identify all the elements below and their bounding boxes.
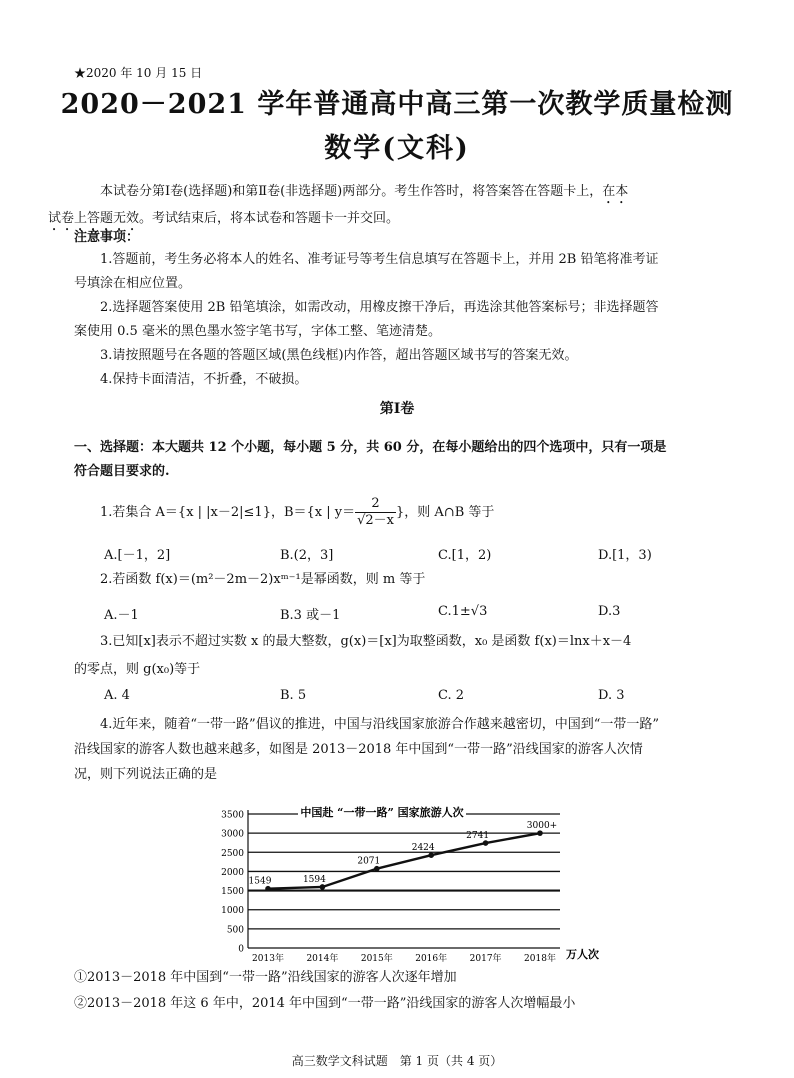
x-tick-label: 2013年 — [252, 954, 284, 964]
data-label: 3000+ — [526, 821, 558, 832]
q1-fraction-num: 2 — [355, 496, 396, 513]
y-tick-label: 500 — [226, 925, 244, 936]
q1-stem-a: 1.若集合 A＝{x | |x－2|≤1}，B＝{x | y＝ — [100, 505, 356, 520]
q2-option-b: B.3 或－1 — [280, 608, 341, 623]
question-1-stem — [74, 496, 734, 529]
question-2-stem: 2.若函数 f(x)＝(m²－2m－2)xᵐ⁻¹是幂函数，则 m 等于 — [100, 572, 426, 587]
q1-option-d: D.[1，3) — [598, 548, 652, 563]
x-tick-label: 2014年 — [306, 954, 339, 964]
tourism-chart-svg — [210, 800, 610, 966]
question-4-stem — [74, 712, 734, 787]
instructions-line: 一、选择题：本大题共 12 个小题，每小题 5 分，共 60 分，在每小题给出的四个选项中，只有一项是 — [74, 440, 667, 455]
instructions-line: 符合题目要求的. — [74, 464, 170, 479]
x-tick-label: 2017年 — [469, 954, 502, 964]
q1-option-c: C.[1，2) — [438, 548, 492, 563]
q4-line: 沿线国家的游客人数也越来越多，如图是 2013－2018 年中国到“一带一路”沿线国家的游客人次情 — [74, 742, 643, 757]
data-point — [265, 886, 271, 892]
q2-option-d: D.3 — [598, 604, 621, 619]
y-tick-label: 2000 — [221, 867, 244, 878]
q4-statement-1: ①2013－2018 年中国到“一带一路”沿线国家的游客人次逐年增加 — [74, 970, 457, 985]
exam-subtitle: 数学(文科) — [324, 133, 470, 164]
notice-heading: 注意事项： — [74, 230, 140, 245]
q4-line: 4.近年来，随着“一带一路”倡议的推进，中国与沿线国家旅游合作越来越密切，中国到“一带一路” — [100, 717, 659, 732]
data-point — [428, 852, 434, 858]
exam-title: 2020－2021 学年普通高中高三第一次教学质量检测 — [60, 89, 734, 120]
section-title: 第Ⅰ卷 — [379, 401, 415, 417]
unit-label: 万人次 — [566, 948, 599, 961]
chart-title: 中国赴 “一带一路” 国家旅游人次 — [300, 806, 464, 819]
q3-option-b: B. 5 — [280, 688, 307, 703]
y-tick-label: 2500 — [221, 848, 244, 859]
tourism-chart — [210, 800, 610, 966]
q1-fraction-den: √2－x — [357, 513, 395, 528]
q3-line: 3.已知[x]表示不超过实数 x 的最大整数，g(x)＝[x]为取整函数，x₀ 是函数 f(x)＝lnx＋x－4 — [100, 634, 632, 649]
x-tick-label: 2018年 — [524, 954, 556, 964]
data-label: 2424 — [411, 843, 435, 854]
notice-item: 案使用 0.5 毫米的黑色墨水签字笔书写，字体工整、笔迹清楚。 — [74, 324, 441, 339]
q1-stem-b: }，则 A∩B 等于 — [396, 505, 495, 520]
q1-option-b: B.(2，3] — [280, 548, 334, 563]
section-instructions — [74, 436, 734, 484]
y-tick-label: 0 — [238, 944, 244, 955]
q2-option-c: C.1±√3 — [438, 604, 488, 619]
data-point — [537, 830, 543, 836]
y-tick-label: 3000 — [221, 829, 244, 840]
q4-line: 况，则下列说法正确的是 — [74, 767, 218, 782]
data-point — [374, 866, 380, 872]
q1-option-a: A.[－1，2] — [104, 548, 171, 563]
data-point — [483, 840, 489, 846]
page-footer: 高三数学文科试题 第 1 页（共 4 页） — [291, 1054, 503, 1068]
y-tick-label: 3500 — [221, 810, 244, 821]
data-label: 1549 — [248, 876, 272, 887]
y-tick-label: 1000 — [221, 906, 244, 917]
y-tick-label: 1500 — [221, 887, 244, 898]
notice-item: 4.保持卡面清洁，不折叠，不破损。 — [100, 372, 308, 387]
q3-option-d: D. 3 — [598, 688, 625, 703]
q3-option-a: A. 4 — [104, 688, 130, 703]
q2-option-a: A.－1 — [104, 608, 139, 623]
q3-option-c: C. 2 — [438, 688, 465, 703]
q1-fraction — [355, 496, 396, 529]
notice-item: 号填涂在相应位置。 — [74, 276, 192, 291]
data-label: 2071 — [357, 856, 381, 867]
q4-statement-2: ②2013－2018 年这 6 年中，2014 年中国到“一带一路”沿线国家的游客人次增幅最小 — [74, 996, 576, 1011]
notice-item: 2.选择题答案使用 2B 铅笔填涂，如需改动，用橡皮擦干净后，再选涂其他答案标号；非选择题答 — [100, 300, 659, 315]
q3-line: 的零点，则 g(x₀)等于 — [74, 662, 201, 677]
notice-list — [74, 248, 734, 392]
data-point — [320, 884, 326, 890]
intro-line2: 。考试结束后，将本试卷和答题卡一并交回。 — [139, 211, 400, 226]
exam-date: ★2020 年 10 月 15 日 — [74, 66, 203, 80]
question-3-stem — [74, 628, 734, 684]
data-label: 1594 — [302, 874, 326, 885]
intro-emphasis-2: 试卷上答题无效 — [48, 211, 140, 226]
notice-item: 1.答题前，考生务必将本人的姓名、准考证号等考生信息填写在答题卡上，并用 2B 铅笔将准考证 — [100, 252, 659, 267]
intro-emphasis-1: 在本 — [602, 184, 629, 199]
notice-item: 3.请按照题号在各题的答题区域(黑色线框)内作答，超出答题区域书写的答案无效。 — [100, 348, 578, 363]
x-tick-label: 2015年 — [360, 954, 393, 964]
intro-line1: 本试卷分第Ⅰ卷(选择题)和第Ⅱ卷(非选择题)两部分。考生作答时，将答案答在答题卡上， — [100, 184, 603, 199]
data-label: 2741 — [466, 831, 490, 842]
x-tick-label: 2016年 — [415, 954, 448, 964]
